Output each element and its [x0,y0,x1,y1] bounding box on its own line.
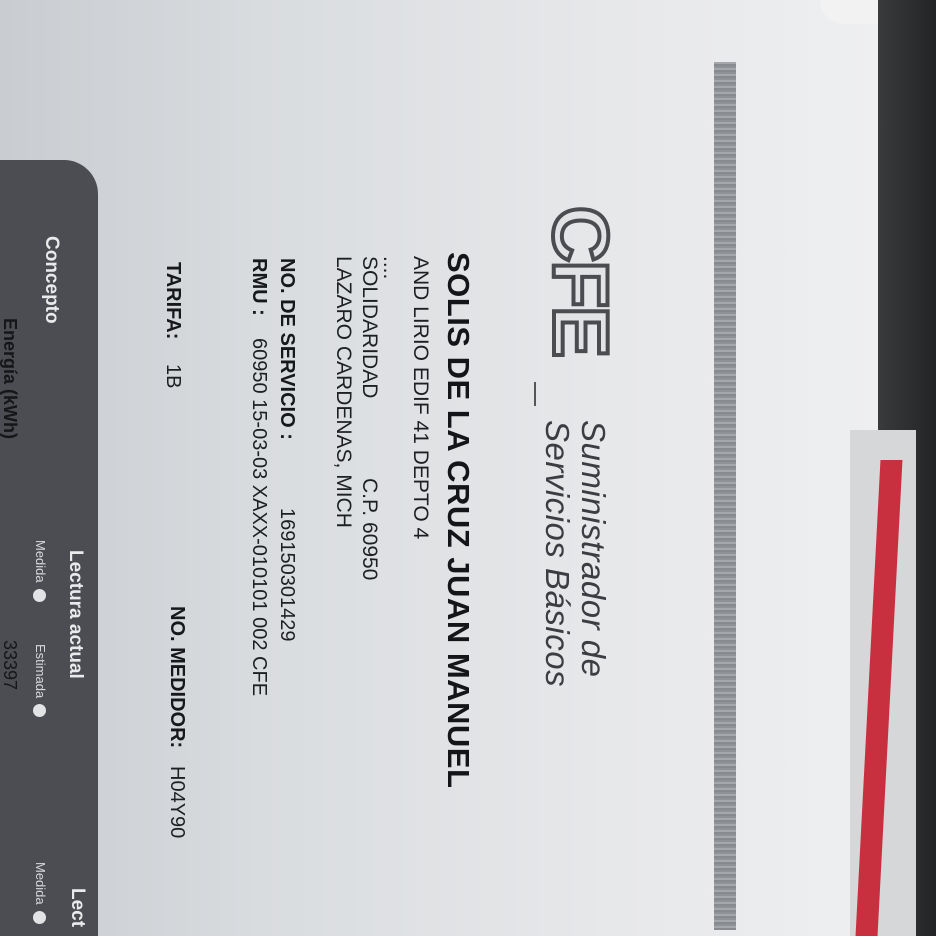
header-stripe [714,62,736,930]
previous-measured-label: Medida [33,862,48,905]
service-number-label: NO. DE SERVICIO : [276,258,298,440]
measured-label: Medida [33,540,48,583]
rmu-value: 60950 15-03-03 XAXX-010101 002 CFE [248,338,270,697]
concept-header: Concepto [41,236,62,324]
address-cp: C.P. 60950 [358,478,381,581]
estimated-radio-icon [33,704,46,717]
address-city: LAZARO CARDENAS, MICH [332,256,355,528]
tagline-line1: Suministrador de [575,420,612,678]
address-line1: AND LIRIO EDIF 41 DEPTO 4 [409,256,432,540]
previous-reading-header: Lect [67,888,88,928]
cfe-logo: CFE [537,206,625,356]
estimated-option [33,644,48,717]
address-line2: .... [379,256,402,280]
energy-row-value: 33397 [0,640,20,691]
tariff-label: TARIFA: [162,262,184,340]
service-number-value: 169150301429 [276,508,298,642]
meter-value: H04Y90 [166,766,188,839]
measured-option [33,540,48,602]
rmu-label: RMU : [248,258,270,316]
logo-divider [534,382,536,406]
tariff-value: 1B [162,364,184,389]
energy-row-label: Energía (kWh) [0,318,20,440]
measured-radio-icon [33,589,46,602]
current-reading-header: Lectura actual [65,550,86,679]
estimated-label: Estimada [33,644,48,699]
previous-measured-option [33,862,48,924]
meter-label: NO. MEDIDOR: [166,606,188,749]
tagline-line2: Servicios Básicos [539,420,576,688]
address-colonia: SOLIDARIDAD [358,256,381,399]
previous-measured-radio-icon [33,911,46,924]
customer-name: SOLIS DE LA CRUZ JUAN MANUEL [441,252,476,789]
